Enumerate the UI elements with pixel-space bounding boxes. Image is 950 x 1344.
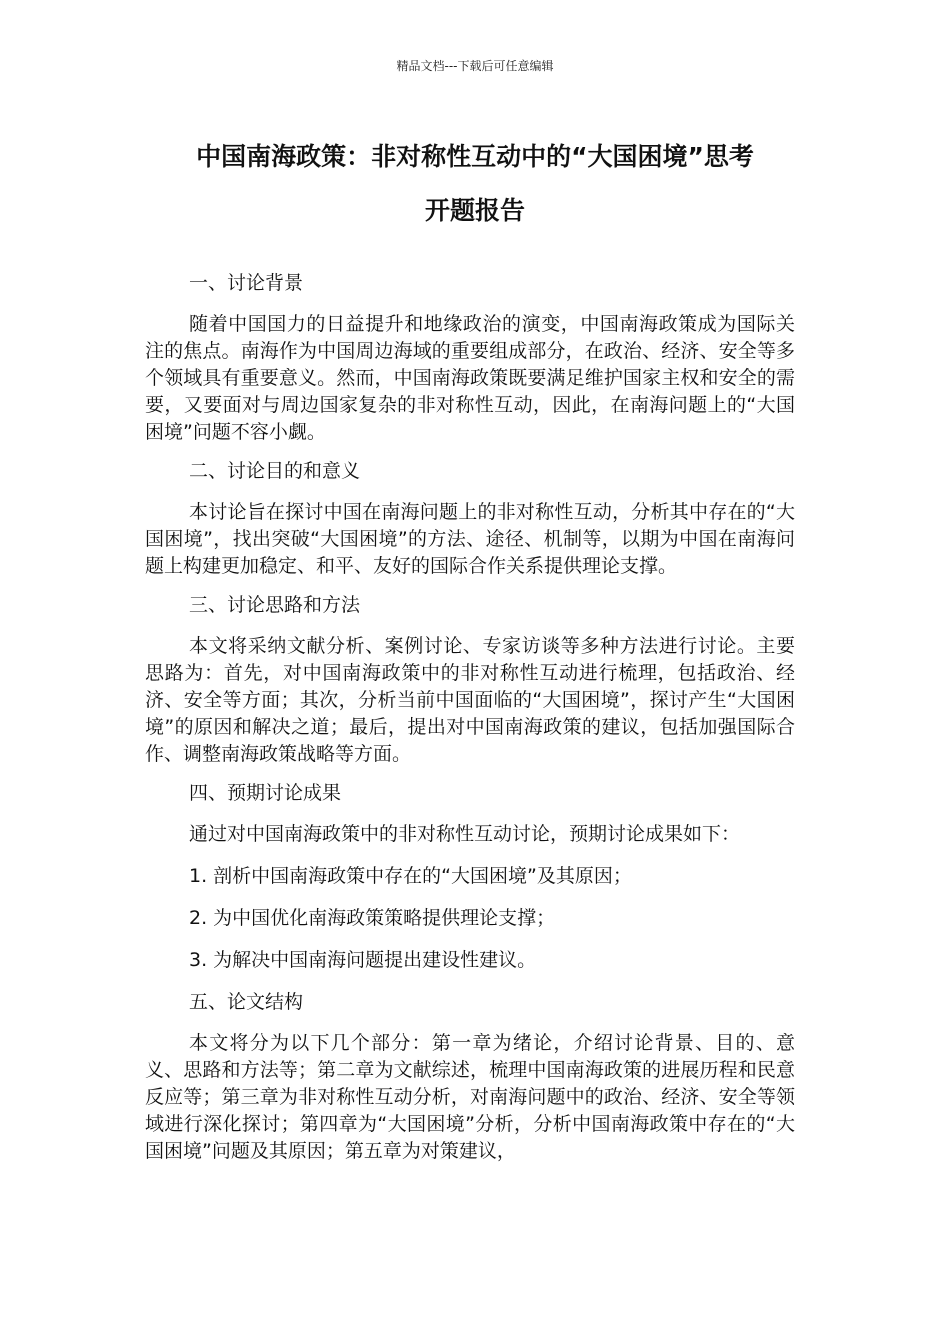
paragraph-purpose: 本讨论旨在探讨中国在南海问题上的非对称性互动，分析其中存在的“大国困境”，找出突破“大国困境”的方法、途径、机制等，以期为中国在南海问题上构建更加稳定、和平、友好的国际合作关系提供理论支撑。	[145, 501, 795, 577]
header-note: 精品文档---下载后可任意编辑	[396, 59, 554, 73]
section-heading-expected-results: 四、预期讨论成果	[189, 782, 342, 804]
paragraph-methods: 本文将采纳文献分析、案例讨论、专家访谈等多种方法进行讨论。主要思路为：首先，对中国南海政策中的非对称性互动进行梳理，包括政治、经济、安全等方面；其次，分析当前中国面临的“大国困境”，探讨产生“大国困境”的原因和解决之道；最后，提出对中国南海政策的建议，包括加强国际合作、调整南海政策战略等方面。	[145, 635, 795, 765]
list-item: 1. 剖析中国南海政策中存在的“大国困境”及其原因；	[189, 865, 632, 887]
section-heading-methods: 三、讨论思路和方法	[189, 594, 361, 616]
list-item: 2. 为中国优化南海政策策略提供理论支撑；	[189, 907, 556, 929]
section-heading-structure: 五、论文结构	[189, 991, 304, 1013]
paragraph-expected-results-intro: 通过对中国南海政策中的非对称性互动讨论，预期讨论成果如下：	[189, 823, 741, 845]
section-heading-background: 一、讨论背景	[189, 272, 304, 294]
document-body	[145, 270, 795, 1177]
document-title-line1: 中国南海政策：非对称性互动中的“大国困境”思考	[196, 142, 754, 171]
section-heading-purpose: 二、讨论目的和意义	[189, 460, 361, 482]
paragraph-structure: 本文将分为以下几个部分：第一章为绪论，介绍讨论背景、目的、意义、思路和方法等；第二章为文献综述，梳理中国南海政策的进展历程和民意反应等；第三章为非对称性互动分析，对南海问题中的政治、经济、安全等领域进行深化探讨；第四章为“大国困境”分析，分析中国南海政策中存在的“大国困境”问题及其原因；第五章为对策建议，	[145, 1032, 795, 1162]
list-item: 3. 为解决中国南海问题提出建设性建议。	[189, 949, 537, 971]
document-title-line2: 开题报告	[424, 196, 525, 225]
paragraph-background: 随着中国国力的日益提升和地缘政治的演变，中国南海政策成为国际关注的焦点。南海作为中国周边海域的重要组成部分，在政治、经济、安全等多个领域具有重要意义。然而，中国南海政策既要满足维护国家主权和安全的需要，又要面对与周边国家复杂的非对称性互动，因此，在南海问题上的“大国困境”问题不容小觑。	[145, 313, 795, 443]
